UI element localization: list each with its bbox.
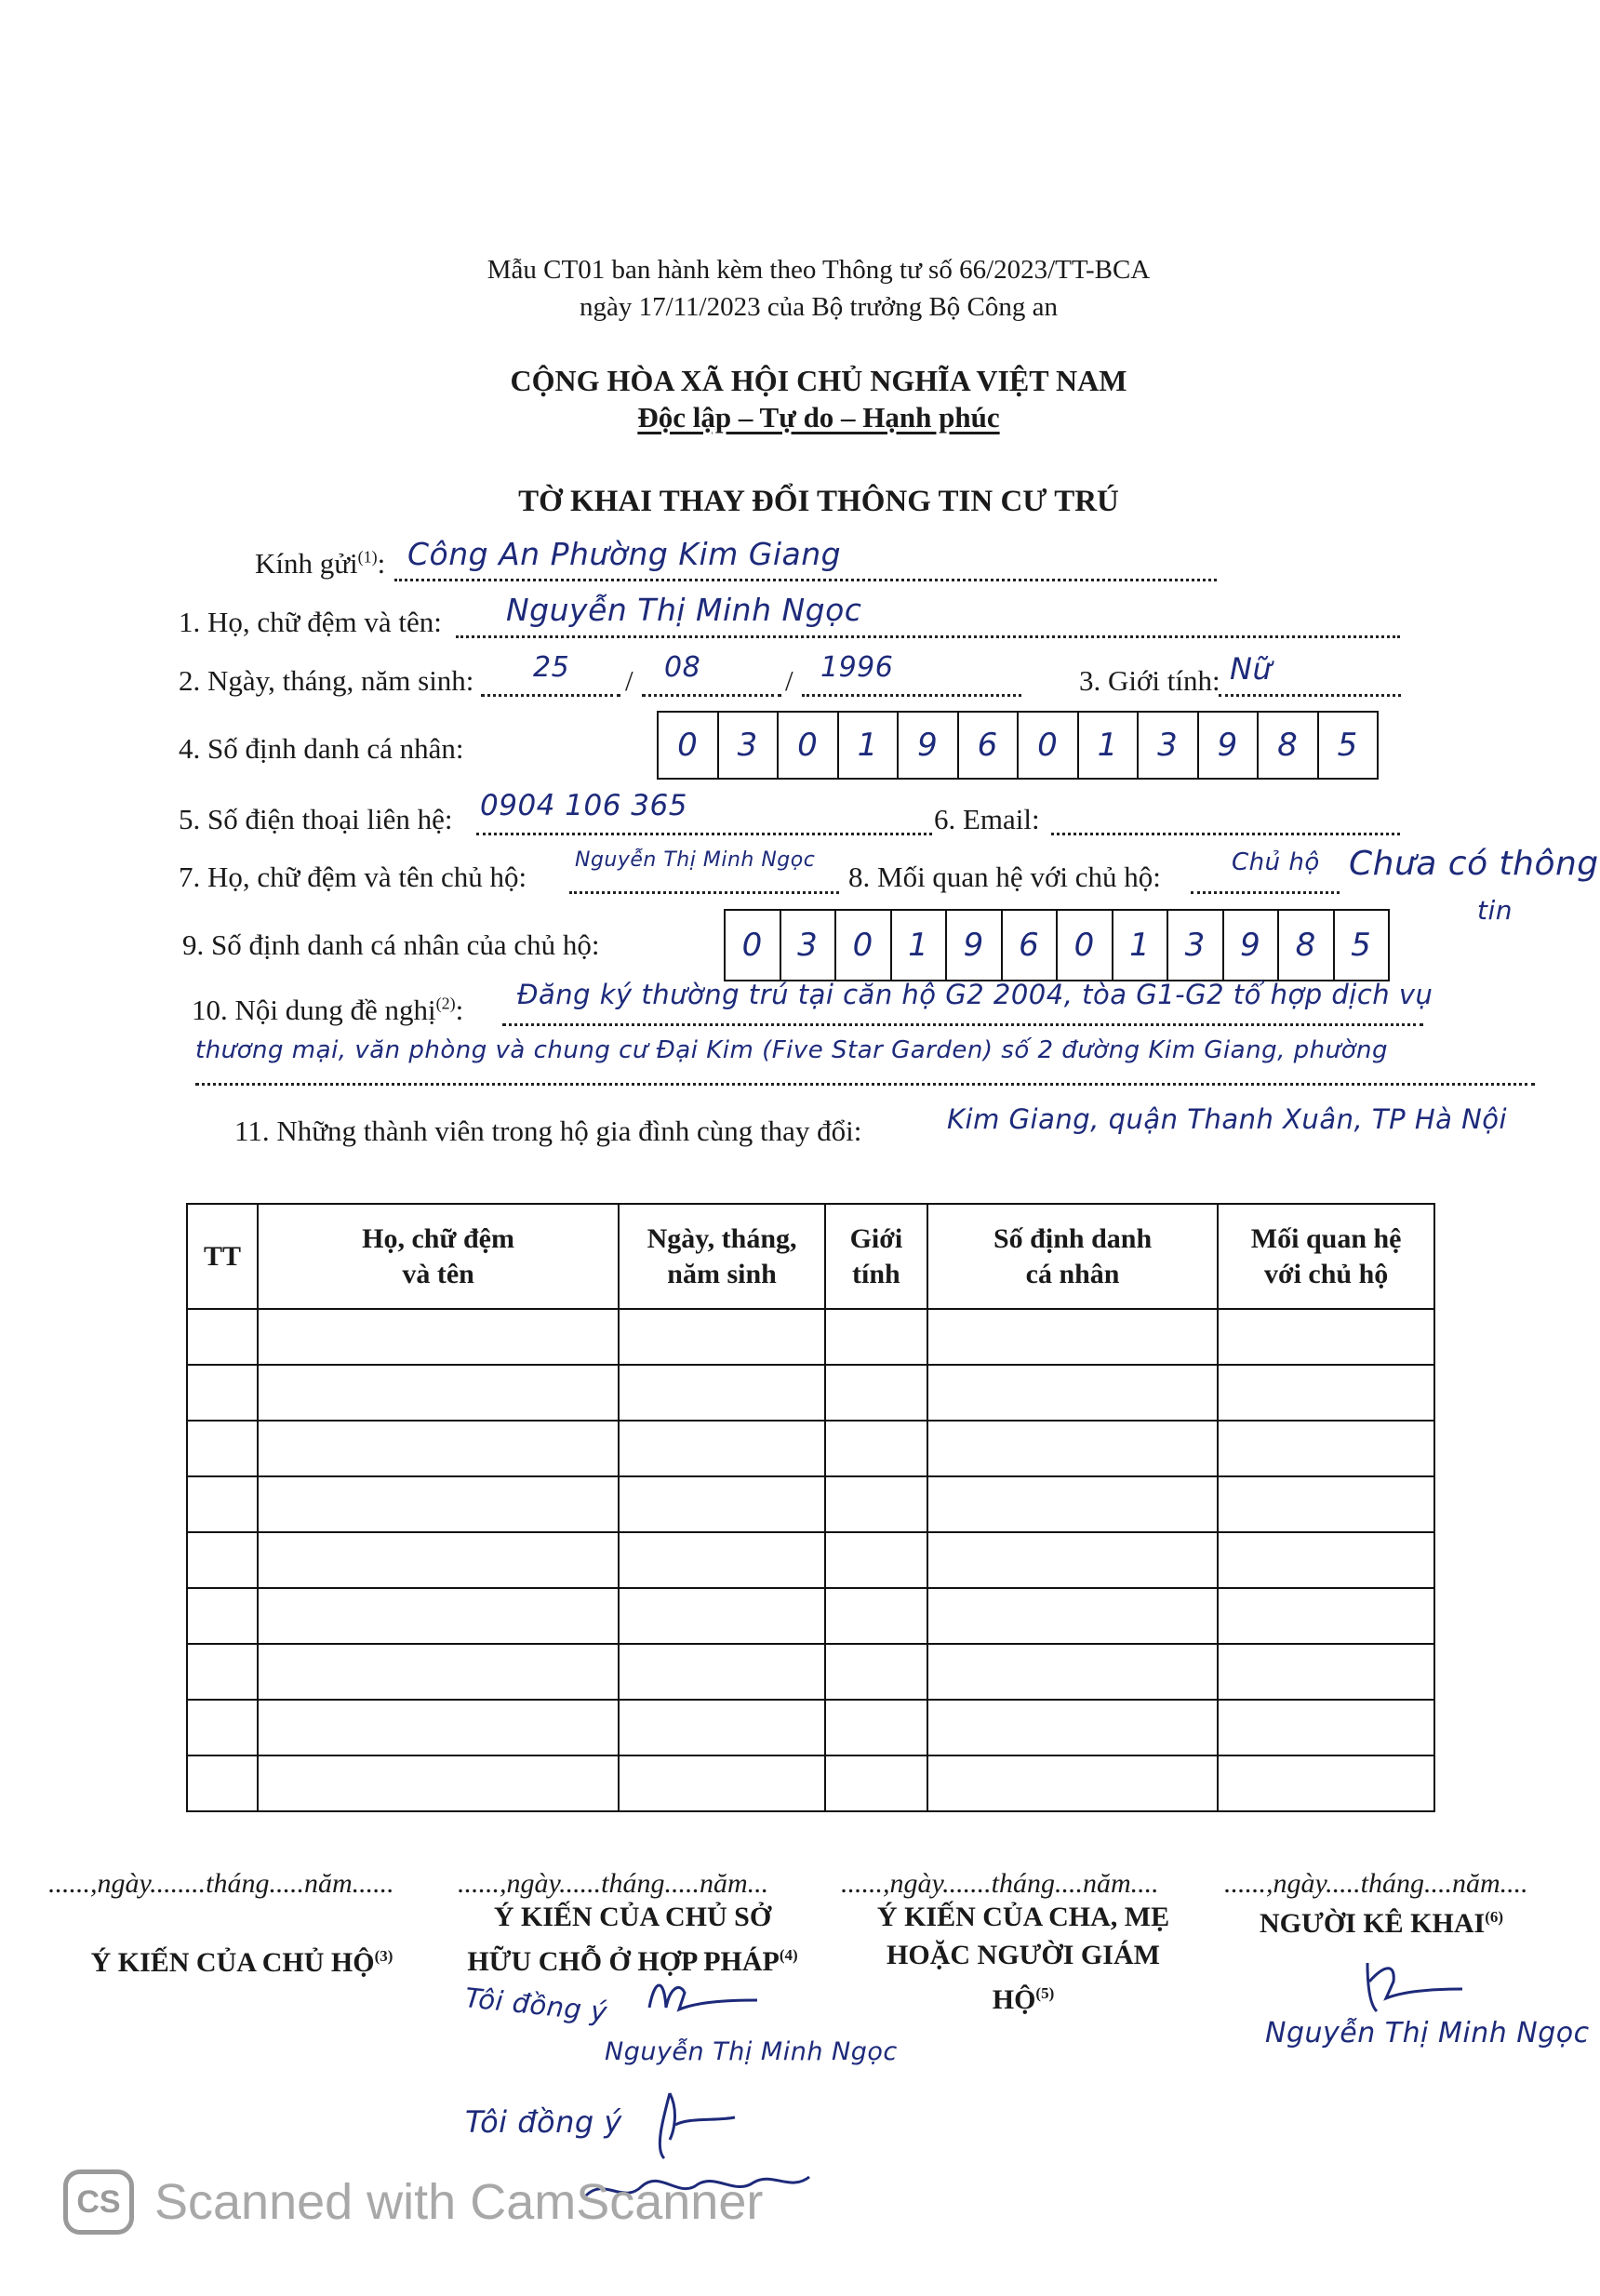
table-cell[interactable] [927, 1365, 1218, 1421]
id-number-boxes[interactable] [657, 711, 1379, 780]
table-cell[interactable] [258, 1532, 619, 1588]
col-header-dob-l1: Ngày, tháng, [647, 1222, 797, 1254]
col3-title-l2: HOẶC NGƯỜI GIÁM [887, 1940, 1160, 1970]
kinh-gui-value: Công An Phường Kim Giang [407, 536, 842, 572]
name-value: Nguyễn Thị Minh Ngọc [506, 592, 862, 628]
table-row [187, 1365, 1434, 1421]
col3-sup: (5) [1035, 1984, 1055, 2002]
table-cell[interactable] [1218, 1476, 1434, 1532]
col2-signature-1 [642, 1972, 763, 2028]
request-label: 10. Nội dung đề nghị [192, 994, 436, 1026]
col3-title [837, 1898, 1209, 2019]
phone-field[interactable] [476, 789, 932, 835]
request-line3: Kim Giang, quận Thanh Xuân, TP Hà Nội [947, 1103, 1508, 1135]
gender-value: Nữ [1230, 651, 1273, 687]
table-cell[interactable] [825, 1476, 927, 1532]
table-cell[interactable] [258, 1365, 619, 1421]
col2-signer-name: Nguyễn Thị Minh Ngọc [605, 2037, 898, 2066]
table-cell[interactable] [619, 1644, 825, 1700]
table-cell[interactable] [927, 1309, 1218, 1365]
id-digit-box[interactable]: 3 [1139, 713, 1199, 778]
table-cell[interactable] [258, 1588, 619, 1644]
name-field[interactable] [456, 592, 1400, 638]
relation-note-line1: Chưa có thông [1349, 845, 1599, 883]
kinh-gui-field[interactable] [394, 536, 1217, 581]
id-digit-box[interactable]: 8 [1259, 713, 1319, 778]
table-cell[interactable] [1218, 1532, 1434, 1588]
page-title: TỜ KHAI THAY ĐỔI THÔNG TIN CƯ TRÚ [518, 485, 1119, 518]
table-cell[interactable] [258, 1421, 619, 1476]
id-digit-box[interactable]: 0 [836, 911, 892, 980]
table-cell[interactable] [619, 1588, 825, 1644]
request-line1: Đăng ký thường trú tại căn hộ G2 2004, tòa G1-G2 tổ hợp dịch vụ [517, 979, 1433, 1010]
id-digit-box[interactable]: 9 [899, 713, 959, 778]
motto: Độc lập – Tự do – Hạnh phúc [637, 401, 1000, 434]
col-header-relation-l2: với chủ hộ [1263, 1258, 1389, 1289]
table-cell[interactable] [927, 1755, 1218, 1811]
col-header-id [927, 1204, 1218, 1309]
table-cell[interactable] [619, 1309, 825, 1365]
members-label: 11. Những thành viên trong hộ gia đình cùng thay đổi: [234, 1115, 862, 1147]
col1-sup: (3) [374, 1947, 393, 1965]
table-cell[interactable] [927, 1644, 1218, 1700]
table-cell[interactable] [927, 1588, 1218, 1644]
dob-day-field[interactable] [481, 651, 620, 697]
id-digit-box[interactable]: 3 [719, 713, 780, 778]
dob-label: 2. Ngày, tháng, năm sinh: [179, 664, 474, 697]
table-cell[interactable] [187, 1476, 258, 1532]
col3-title-l3-wrap [837, 1974, 1209, 2019]
col-header-relation [1218, 1204, 1434, 1309]
table-cell[interactable] [187, 1644, 258, 1700]
dob-month-field[interactable] [642, 651, 781, 697]
camscanner-logo: CS [63, 2169, 134, 2235]
id-digit-box[interactable]: 8 [1279, 911, 1335, 980]
col-header-gender-l1: Giới [849, 1222, 903, 1254]
table-cell[interactable] [619, 1532, 825, 1588]
relation-value: Chủ hộ [1232, 848, 1320, 876]
table-header-row [187, 1204, 1434, 1309]
table-cell[interactable] [187, 1532, 258, 1588]
id-digit-box[interactable]: 9 [1224, 911, 1280, 980]
col-header-relation-l1: Mối quan hệ [1250, 1222, 1402, 1254]
table-cell[interactable] [187, 1365, 258, 1421]
table-row [187, 1755, 1434, 1811]
table-cell[interactable] [825, 1532, 927, 1588]
dob-sep-2: / [785, 664, 793, 697]
table-cell[interactable] [825, 1588, 927, 1644]
id-digit-box[interactable]: 0 [659, 713, 719, 778]
col4-sup: (6) [1485, 1908, 1504, 1926]
name-label: 1. Họ, chữ đệm và tên: [179, 606, 442, 638]
owner-field[interactable] [569, 848, 839, 894]
gender-field[interactable] [1219, 651, 1401, 697]
col2-title-l1: Ý KIẾN CỦA CHỦ SỞ [493, 1902, 772, 1932]
id-digit-box[interactable]: 6 [959, 713, 1020, 778]
col-header-tt [187, 1204, 258, 1309]
table-cell[interactable] [258, 1309, 619, 1365]
id-digit-box[interactable]: 9 [947, 911, 1003, 980]
table-row [187, 1588, 1434, 1644]
table-row [187, 1309, 1434, 1365]
phone-label: 5. Số điện thoại liên hệ: [179, 803, 453, 835]
table-row [187, 1700, 1434, 1755]
id-digit-box[interactable]: 0 [726, 911, 781, 980]
col3-title-l3: HỘ [992, 1984, 1036, 2015]
id-digit-box[interactable]: 1 [839, 713, 900, 778]
table-cell[interactable] [258, 1755, 619, 1811]
id-digit-box[interactable]: 0 [779, 713, 839, 778]
date-line-4: ......,ngày.....tháng....năm.... [1224, 1868, 1528, 1899]
col2-title-l2: HỮU CHỖ Ở HỢP PHÁP [467, 1946, 780, 1977]
id-digit-box[interactable]: 0 [1058, 911, 1113, 980]
table-cell[interactable] [825, 1644, 927, 1700]
id-digit-box[interactable]: 1 [1113, 911, 1169, 980]
request-sup: (2) [435, 994, 456, 1013]
col2-signature-2 [642, 2084, 763, 2168]
col2-approval-note-1: Tôi đồng ý [463, 1982, 609, 2028]
table-cell[interactable] [1218, 1421, 1434, 1476]
members-table-body [187, 1309, 1434, 1811]
table-row [187, 1532, 1434, 1588]
table-cell[interactable] [1218, 1755, 1434, 1811]
camscanner-watermark-text: Scanned with CamScanner [154, 2174, 764, 2230]
id-digit-box[interactable]: 0 [1019, 713, 1079, 778]
relation-note-line2: tin [1477, 895, 1513, 926]
col-header-name [258, 1204, 619, 1309]
phone-value: 0904 106 365 [480, 789, 687, 822]
id-digit-box[interactable]: 1 [892, 911, 948, 980]
col1-title [56, 1937, 428, 1982]
date-line-3: ......,ngày.......tháng....năm.... [841, 1868, 1159, 1899]
owner-label: 7. Họ, chữ đệm và tên chủ hộ: [179, 861, 527, 893]
table-row [187, 1476, 1434, 1532]
table-cell[interactable] [927, 1700, 1218, 1755]
table-cell[interactable] [1218, 1644, 1434, 1700]
col2-sup: (4) [779, 1946, 798, 1964]
table-cell[interactable] [927, 1421, 1218, 1476]
col4-signer-name: Nguyễn Thị Minh Ngọc [1265, 2017, 1590, 2049]
date-line-2: ......,ngày......tháng.....năm... [458, 1868, 769, 1899]
id-digit-box[interactable]: 1 [1079, 713, 1140, 778]
col-header-dob [619, 1204, 825, 1309]
col-header-name-l2: và tên [402, 1258, 474, 1289]
table-cell[interactable] [1218, 1588, 1434, 1644]
dob-sep-1: / [625, 664, 633, 697]
request-field-line1[interactable] [502, 979, 1433, 1026]
col-header-id-l2: cá nhân [1025, 1258, 1120, 1289]
col-header-gender-l2: tính [852, 1258, 900, 1289]
col4-title [1209, 1898, 1553, 1942]
table-cell[interactable] [825, 1755, 927, 1811]
col3-title-l1: Ý KIẾN CỦA CHA, MẸ [876, 1902, 1170, 1932]
col-header-dob-l2: năm sinh [667, 1258, 777, 1289]
table-cell[interactable] [187, 1755, 258, 1811]
table-cell[interactable] [619, 1421, 825, 1476]
table-cell[interactable] [258, 1644, 619, 1700]
col-header-id-l1: Số định danh [993, 1222, 1153, 1254]
motto-wrap [0, 401, 1600, 434]
table-cell[interactable] [1218, 1309, 1434, 1365]
table-cell[interactable] [927, 1532, 1218, 1588]
nation-title: CỘNG HÒA XÃ HỘI CHỦ NGHĨA VIỆT NAM [510, 364, 1127, 397]
table-cell[interactable] [187, 1700, 258, 1755]
id-digit-box[interactable]: 5 [1337, 727, 1358, 764]
id-digit-box[interactable]: 3 [1168, 911, 1224, 980]
col4-title-text: NGƯỜI KÊ KHAI [1259, 1908, 1486, 1939]
table-row [187, 1644, 1434, 1700]
table-cell[interactable] [825, 1365, 927, 1421]
id-digit-box[interactable]: 9 [1199, 713, 1260, 778]
kinh-gui-label: Kính gửi [255, 547, 358, 580]
col4-signature [1358, 1954, 1470, 2019]
owner-id-number-boxes[interactable] [724, 909, 1390, 981]
table-cell[interactable] [619, 1365, 825, 1421]
kinh-gui-sup: (1) [357, 547, 378, 567]
table-cell[interactable] [1218, 1700, 1434, 1755]
col-header-tt-text: TT [203, 1240, 241, 1272]
kinh-gui-label-wrap: Kính gửi$^{(1)}$: [255, 547, 386, 580]
form-reference-line2: ngày 17/11/2023 của Bộ trưởng Bộ Công an [579, 292, 1059, 322]
email-field[interactable] [1051, 789, 1400, 835]
table-cell[interactable] [825, 1421, 927, 1476]
request-field-line2[interactable] [195, 1036, 1535, 1086]
email-label: 6. Email: [934, 803, 1040, 835]
table-cell[interactable] [619, 1700, 825, 1755]
col-header-gender [825, 1204, 927, 1309]
dob-month: 08 [664, 651, 701, 684]
col2-title [447, 1898, 819, 1981]
table-cell[interactable] [619, 1476, 825, 1532]
relation-field[interactable] [1191, 848, 1340, 894]
id-label: 4. Số định danh cá nhân: [179, 732, 464, 765]
owner-value: Nguyễn Thị Minh Ngọc [575, 848, 816, 872]
id-digit-box[interactable]: 6 [1003, 911, 1059, 980]
form-reference-line1: Mẫu CT01 ban hành kèm theo Thông tư số 66/2023/TT-BCA [487, 255, 1151, 285]
owner-id-label: 9. Số định danh cá nhân của chủ hộ: [182, 928, 600, 961]
col2-approval-note-2: Tôi đồng ý [465, 2104, 622, 2140]
table-cell[interactable] [825, 1309, 927, 1365]
dob-year-field[interactable] [802, 651, 1021, 697]
table-cell[interactable] [619, 1755, 825, 1811]
table-cell[interactable] [927, 1476, 1218, 1532]
table-cell[interactable] [187, 1309, 258, 1365]
table-row [187, 1421, 1434, 1476]
id-digit-box[interactable]: 3 [781, 911, 837, 980]
col1-title-text: Ý KIẾN CỦA CHỦ HỘ [90, 1947, 375, 1978]
id-digit-box[interactable]: 5 [1351, 927, 1372, 964]
table-cell[interactable] [258, 1476, 619, 1532]
date-line-1: ......,ngày........tháng.....năm...... [48, 1868, 394, 1899]
table-cell[interactable] [1218, 1365, 1434, 1421]
table-cell[interactable] [187, 1588, 258, 1644]
col-header-name-l1: Họ, chữ đệm [362, 1222, 514, 1254]
relation-label: 8. Mối quan hệ với chủ hộ: [848, 861, 1161, 893]
dob-year: 1996 [820, 651, 894, 684]
table-cell[interactable] [187, 1421, 258, 1476]
col2-title-l2-wrap [447, 1936, 819, 1981]
members-table [186, 1203, 1435, 1812]
gender-label: 3. Giới tính: [1079, 664, 1220, 697]
dob-day: 25 [533, 651, 570, 684]
request-label-wrap: 10. Nội dung đề nghị$^{(2)}$: [192, 994, 464, 1026]
table-cell[interactable] [825, 1700, 927, 1755]
table-cell[interactable] [258, 1700, 619, 1755]
request-line2: thương mại, văn phòng và chung cư Đại Kim (Five Star Garden) số 2 đường Kim Giang, phường [195, 1036, 1388, 1064]
